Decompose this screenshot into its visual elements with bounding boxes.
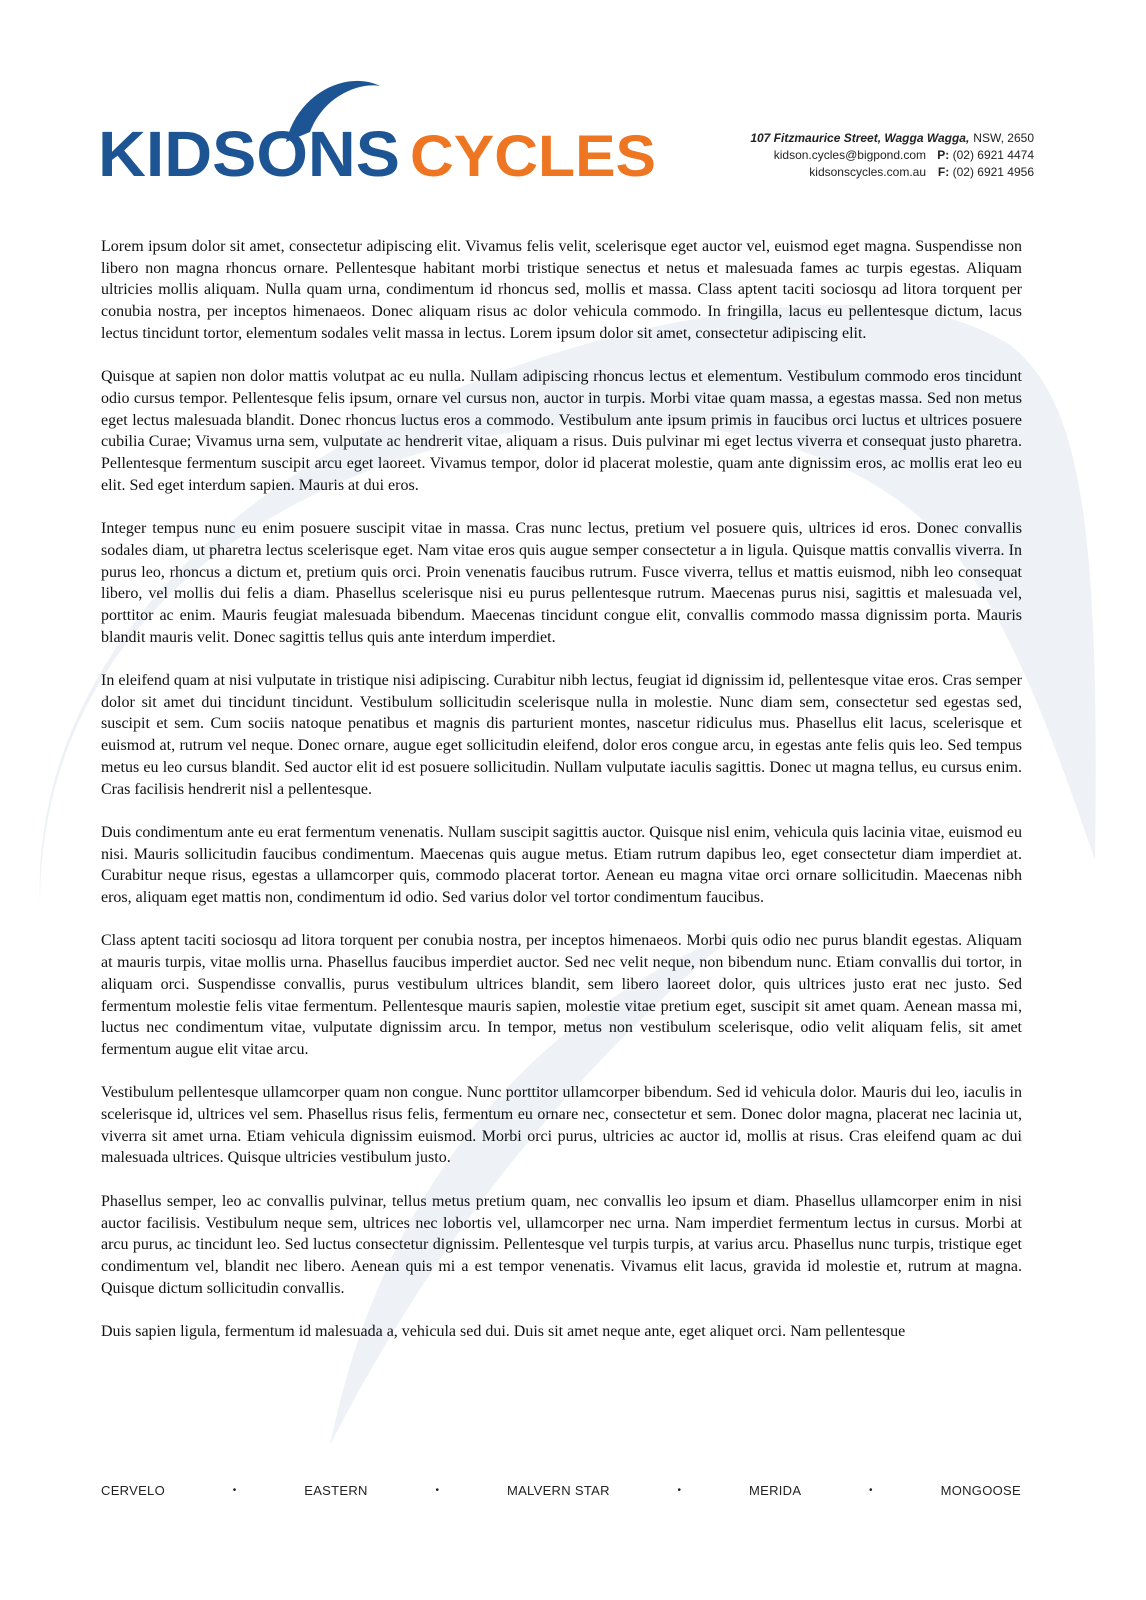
footer-brands bbox=[101, 1480, 1021, 1500]
body-paragraph: Duis sapien ligula, fermentum id malesuada a, vehicula sed dui. Duis sit amet neque ante, eget aliquet orci. Nam pellentesque bbox=[101, 1323, 906, 1341]
body-paragraph: Integer tempus nunc eu enim posuere suscipit vitae in massa. Cras nunc lectus, pretium vel posuere quis, ultrices id eros. Donec convallis sodales diam, ut pharetra lectus scelerisque eget. Nam vitae eros quis augue semper consectetur a in ligula. Quisque mattis convallis viverra. In purus leo, rhoncus a dictum et, pretium quis orci. Proin venenatis faucibus rutrum. Fusce viverra, tellus et mattis euismod, nibh leo consequat libero, vel mollis dui felis a diam. Phasellus scelerisque nisi eu purus pellentesque rutrum. Maecenas purus nisi, sagittis et malesuada vel, porttitor ac enim. Mauris feugiat malesuada bibendum. Maecenas tincidunt congue elit, convallis commodo massa dignissim porta. Mauris blandit mauris velit. Donec sagittis tellus quis ante interdum imperdiet. bbox=[101, 520, 1022, 646]
email-address[interactable]: kidson.cycles@bigpond.com bbox=[773, 148, 926, 162]
fax-number: F: (02) 6921 4956 bbox=[937, 165, 1034, 179]
brand-separator: • bbox=[869, 1484, 873, 1496]
logo-text-cycles: CYCLES bbox=[410, 124, 656, 189]
kidsons-cycles-logo bbox=[98, 72, 668, 190]
phone-number: P: (02) 6921 4474 bbox=[937, 148, 1034, 162]
brand-cervelo: CERVELO bbox=[101, 1482, 165, 1498]
brand-separator: • bbox=[232, 1484, 237, 1496]
body-paragraph: Vestibulum pellentesque ullamcorper quam non congue. Nunc porttitor ullamcorper bibendum. Sed id vehicula dolor. Mauris dui leo, iaculis in scelerisque id, ultrices vel sem. Phasellus risus felis, fermentum eu ornare nec, consectetur et sem. Donec dolor magna, placerat nec lacinia ut, viverra sit amet urna. Etiam vehicula dignissim euismod. Morbi orci purus, ultricies ac auctor id, mollis at risus. Cras eleifend quam ac dui malesuada ultrices. Quisque ultricies vestibulum justo. bbox=[101, 1084, 1022, 1167]
brand-malvern-star: MALVERN STAR bbox=[506, 1482, 610, 1498]
letter-body bbox=[101, 236, 1022, 1364]
brand-separator: • bbox=[677, 1484, 682, 1496]
brand-merida: MERIDA bbox=[748, 1482, 802, 1498]
email-phone-line bbox=[704, 147, 1034, 164]
brand-mongoose: MONGOOSE bbox=[940, 1482, 1021, 1498]
logo-text-kidsons: KIDSONS bbox=[98, 118, 400, 190]
body-paragraph: In eleifend quam at nisi vulputate in tristique nisi adipiscing. Curabitur nibh lectus, feugiat id dignissim id, pellentesque vitae eros. Cras semper dolor sit amet dui tincidunt tincidunt. Vestibulum sollicitudin scelerisque nulla in molestie. Nunc diam sem, consectetur sed egestas sed, suscipit et sem. Cum sociis natoque penatibus et magnis dis parturient montes, nascetur ridiculus mus. Phasellus elit lacus, scelerisque et euismod at, rutrum vel neque. Donec ornare, augue eget sollicitudin eleifend, dolor eros congue arcu, in egestas ante felis quis leo. Sed tempus metus eu leo cursus blandit. Sed auctor elit id est posuere sollicitudin. Nullam vulputate iaculis sagittis. Donec ut magna tellus, eu cursus enim. Cras facilisis hendrerit nisl a pellentesque. bbox=[101, 672, 1022, 798]
body-paragraph: Lorem ipsum dolor sit amet, consectetur adipiscing elit. Vivamus felis velit, scelerisque eget auctor vel, euismod eget magna. Suspendisse non libero non magna rhoncus ornare. Pellentesque habitant morbi tristique senectus et netus et malesuada fames ac turpis egestas. Aliquam ultricies mollis aliquam. Nulla quam urna, condimentum id rhoncus sed, mollis et massa. Class aptent taciti sociosqu ad litora torquent per conubia nostra, per inceptos himenaeos. Donec aliquam risus ac dolor vehicula commodo. In fringilla, lacus eu pellentesque dictum, lacus lectus tincidunt tortor, elementum sodales velit massa in lectus. Lorem ipsum dolor sit amet, consectetur adipiscing elit. bbox=[101, 238, 1022, 342]
body-paragraph: Class aptent taciti sociosqu ad litora torquent per conubia nostra, per inceptos himenaeos. Morbi quis odio nec purus blandit egestas. Aliquam at mauris turpis, vitae mollis urna. Phasellus faucibus imperdiet auctor. Sed nec velit neque, non bibendum nunc. Etiam convallis dui tortor, in aliquam orci. Suspendisse convallis, purus vestibulum ultrices blandit, sem libero laoreet dolor, quis ultrices justo erat nec justo. Sed fermentum molestie felis vitae fermentum. Pellentesque mauris sapien, molestie vitae pretium eget, suscipit sit amet quam. Aenean massa mi, luctus nec condimentum vitae, vulputate dignissim arcu. In tempor, metus non vestibulum scelerisque, odio velit aliquam felis, sit amet fermentum augue elit vitae arcu. bbox=[101, 932, 1022, 1058]
body-paragraph: Quisque at sapien non dolor mattis volutpat ac eu nulla. Nullam adipiscing rhoncus lectus et elementum. Vestibulum commodo eros tincidunt odio cursus tempor. Pellentesque felis ipsum, ornare vel cursus non, auctor in turpis. Morbi vitae quam massa, a egestas massa. Sed non metus eget lectus malesuada blandit. Donec rhoncus luctus eros a commodo. Vestibulum ante ipsum primis in faucibus orci luctus et ultrices posuere cubilia Curae; Vivamus urna sem, vulputate ac hendrerit vitae, aliquam a risus. Duis pulvinar mi eget lectus viverra et consequat justo pharetra. Pellentesque fermentum suscipit arcu eget laoreet. Vivamus tempor, dolor id placerat molestie, quam ante dignissim eros, ac mollis erat leo eu elit. Sed eget interdum sapien. Mauris at dui eros. bbox=[101, 368, 1022, 494]
body-paragraph: Phasellus semper, leo ac convallis pulvinar, tellus metus pretium quam, nec convallis leo ipsum et diam. Phasellus ullamcorper enim in nisi auctor facilisis. Vestibulum neque sem, ultrices nec lobortis vel, ullamcorper nec urna. Nam imperdiet fermentum lectus in cursus. Morbi at arcu purus, ac tincidunt leo. Sed luctus consectetur dignissim. Pellentesque vel turpis turpis, at varius arcu. Phasellus nunc turpis, tristique eget condimentum vel, blandit nec libero. Aenean quis mi a est tempor venenatis. Vivamus elit lacus, gravida id molestie et, rutrum at magna. Quisque dictum sollicitudin convallis. bbox=[101, 1192, 1022, 1297]
website-fax-line bbox=[704, 164, 1034, 181]
address-street: 107 Fitzmaurice Street, Wagga Wagga, bbox=[750, 131, 970, 145]
brand-separator: • bbox=[435, 1484, 440, 1496]
contact-block bbox=[704, 130, 1034, 181]
body-paragraph: Duis condimentum ante eu erat fermentum venenatis. Nullam suscipit sagittis auctor. Quisque nisl enim, vehicula quis lacinia vitae, euismod eu nisi. Mauris sollicitudin faucibus condimentum. Maecenas quis augue metus. Etiam rutrum dapibus leo, eget consectetur diam imperdiet at. Curabitur neque risus, egestas a ullamcorper quis, commodo placerat tortor. Aenean eu magna vitae orci ornare sollicitudin. Maecenas nibh eros, aliquam eget mattis non, condimentum id odio. Sed varius dolor vel tortor condimentum faucibus. bbox=[101, 823, 1022, 907]
address-state: NSW, 2650 bbox=[973, 131, 1034, 145]
brand-eastern: EASTERN bbox=[304, 1482, 368, 1498]
address-line bbox=[704, 130, 1034, 147]
website-link[interactable]: kidsonscycles.com.au bbox=[809, 165, 926, 179]
